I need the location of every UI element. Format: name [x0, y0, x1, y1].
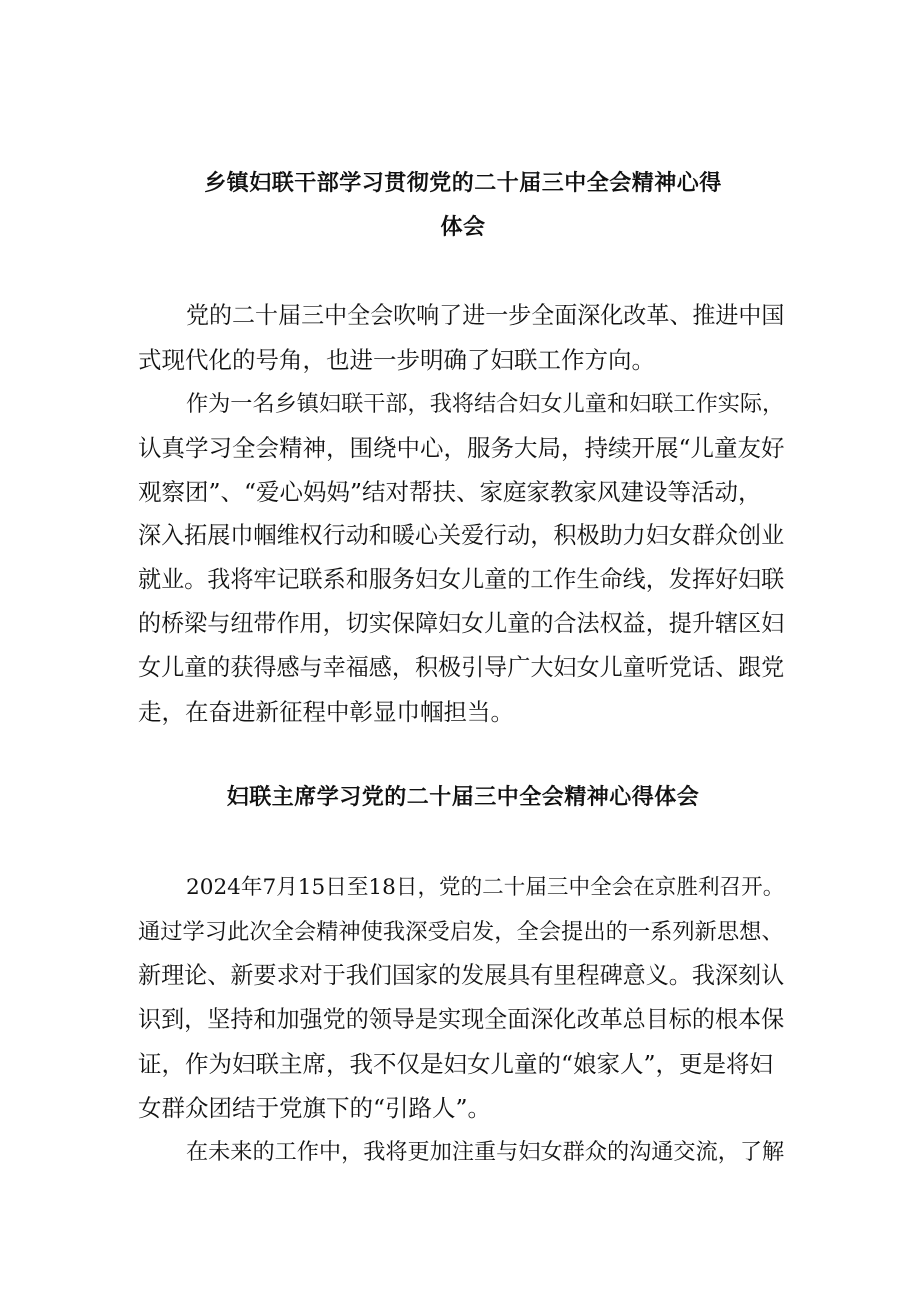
text-line: 观察团”、“爱心妈妈”结对帮扶、家庭家教家风建设等活动， — [138, 478, 762, 506]
text-line: 式现代化的号角，也进一步明确了妇联工作方向。 — [138, 346, 655, 374]
text-line: 就业。我将牢记联系和服务妇女儿童的工作生命线，发挥好妇联 — [138, 567, 785, 593]
text-line: 识到，坚持和加强党的领导是实现全面深化改革总目标的根本保 — [138, 1007, 785, 1033]
text-line: 女群众团结于党旗下的“引路人”。 — [138, 1094, 492, 1122]
text-line: 女儿童的获得感与幸福感，积极引导广大妇女儿童听党话、跟党 — [138, 655, 785, 681]
article1-title-line-2: 体会 — [440, 215, 486, 240]
article1-paragraph-2 — [138, 382, 788, 734]
text-line: 认真学习全会精神，围绕中心，服务大局，持续开展“儿童友好 — [138, 434, 785, 462]
text-line: 2024年7月15日至18日，党的二十届三中全会在京胜利召开。 — [186, 875, 785, 900]
article1-title — [138, 162, 788, 250]
text-line: 深入拓展巾帼维权行动和暖心关爱行动，积极助力妇女群众创业 — [138, 523, 785, 549]
text-line: 新理论、新要求对于我们国家的发展具有里程碑意义。我深刻认 — [138, 963, 785, 989]
text-line: 党的二十届三中全会吹响了进一步全面深化改革、推进中国 — [186, 303, 785, 329]
text-line: 作为一名乡镇妇联干部，我将结合妇女儿童和妇联工作实际， — [186, 391, 785, 417]
text-line: 走，在奋进新征程中彰显巾帼担当。 — [138, 698, 514, 726]
text-line: 通过学习此次全会精神使我深受启发，全会提出的一系列新思想、 — [138, 919, 784, 945]
article2-title — [138, 776, 788, 820]
article1-paragraph-1 — [138, 294, 788, 382]
article1-title-line-1: 乡镇妇联干部学习贯彻党的二十届三中全会精神心得 — [204, 171, 722, 196]
article2-paragraph-1 — [138, 866, 788, 1130]
text-line: 的桥梁与纽带作用，切实保障妇女儿童的合法权益，提升辖区妇 — [138, 611, 785, 637]
article2-paragraph-2 — [138, 1130, 788, 1174]
article2-title-line-1: 妇联主席学习党的二十届三中全会精神心得体会 — [226, 785, 700, 810]
text-line: 在未来的工作中，我将更加注重与妇女群众的沟通交流，了解 — [186, 1139, 785, 1165]
text-line: 证，作为妇联主席，我不仅是妇女儿童的“娘家人”，更是将妇 — [138, 1050, 774, 1078]
